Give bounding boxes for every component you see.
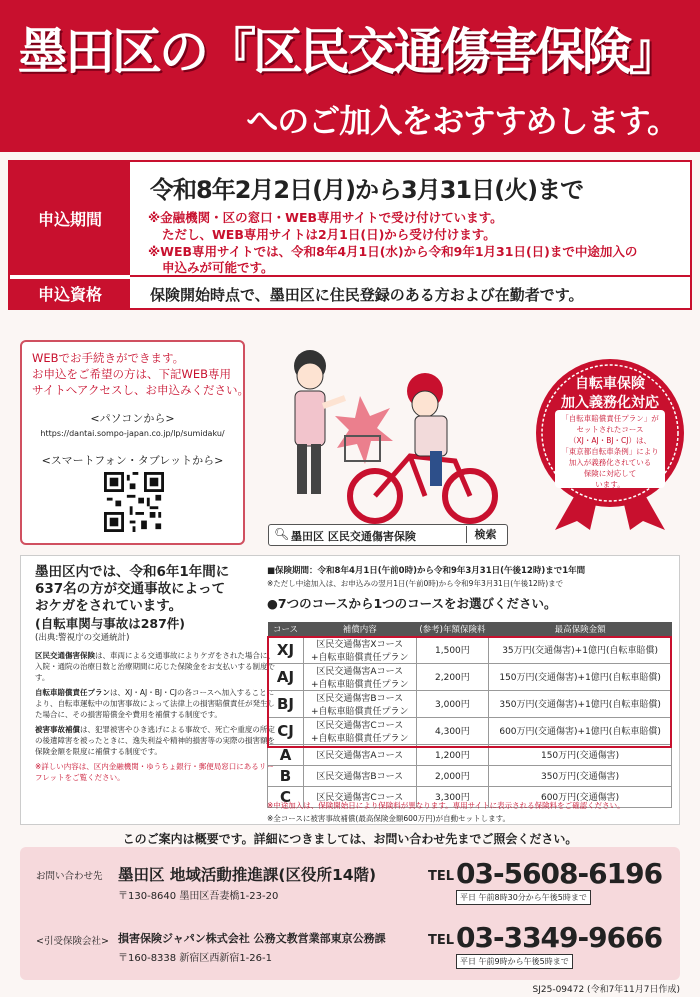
course-content: 区民交通傷害Bコース	[304, 765, 417, 786]
course-content-line: 区民交通傷害Bコース	[316, 693, 404, 704]
desc-term: 被害事故補償	[35, 725, 80, 734]
period-note: ※WEB専用サイトでは、令和8年4月1日(水)から令和9年1月31日(日)まで中途加入の	[148, 244, 638, 259]
divider	[130, 275, 692, 277]
badge-line: （XJ・AJ・BJ・CJ）は、	[569, 436, 651, 445]
course-premium: 3,300円	[416, 786, 489, 807]
table-row	[268, 663, 672, 690]
badge-title: 自転車保険	[575, 376, 645, 392]
web-intro: サイトへアクセスし、お申込みください。	[32, 383, 250, 397]
stats-text: 637名の方が交通事故によって	[35, 581, 226, 597]
contact-label: お問い合わせ先	[36, 871, 103, 882]
table-header: 補償内容	[304, 622, 417, 636]
course-content	[304, 663, 417, 690]
choose-course: ●7つのコースから1つのコースをお選びください。	[267, 596, 557, 611]
course-content-line: +自転車賠償責任プラン	[311, 706, 409, 717]
course-code: XJ	[268, 636, 304, 663]
course-premium: 3,000円	[416, 690, 489, 717]
qr-code-icon[interactable]	[104, 472, 164, 532]
course-max: 350万円(交通傷害)	[489, 765, 672, 786]
qualification-label: 申込資格	[10, 277, 130, 308]
contact-org: 墨田区 地域活動推進課(区役所14階)	[118, 866, 377, 884]
details-section	[20, 555, 680, 825]
course-code: BJ	[268, 690, 304, 717]
course-max: 350万円(交通傷害)+1億円(自転車賠償)	[489, 690, 672, 717]
phone-hours: 平日 午前8時30分から午後5時まで	[456, 890, 591, 905]
course-code: CJ	[268, 717, 304, 744]
period-label: 申込期間	[10, 162, 130, 275]
course-max: 150万円(交通傷害)+1億円(自転車賠償)	[489, 663, 672, 690]
web-info-box	[20, 340, 250, 545]
smartphone-label: <スマートフォン・タブレットから>	[41, 454, 224, 467]
phone-hours: 平日 午前9時から午後5時まで	[456, 954, 573, 969]
table-note: ※中途加入は、保険開始日により保険料が異なります。専用サイトに表示される保険料をご確認ください。	[267, 801, 625, 810]
bicycle-accident-illustration	[265, 336, 525, 526]
period-note: ※金融機関・区の窓口・WEB専用サイトで受け付けています。	[148, 210, 503, 225]
insurer-address: 〒160-8338 新宿区西新宿1-26-1	[118, 953, 272, 964]
document-code: SJ25-09472 (令和7年11月7日作成)	[532, 985, 680, 995]
desc-text: は、犯罪被害やひき逃げによる事故で、死亡や重度の所定の後遺障害を被ったときに、逸失利益や精神的損害等の実際の損害額を保険金額を限度に補償する制度です。	[35, 725, 275, 756]
desc-paragraph	[35, 650, 275, 683]
course-max: 600万円(交通傷害)	[489, 786, 672, 807]
desc-text: は、車両による交通事故によりケガをされた場合に、入院・通院の治療日数と治療期間に応じた保険金をお支払いする制度です。	[35, 651, 275, 682]
table-row	[268, 690, 672, 717]
search-box[interactable]	[268, 524, 508, 546]
desc-paragraph	[35, 724, 275, 757]
web-intro: お申込をご希望の方は、下記WEB専用	[32, 367, 232, 381]
course-content	[304, 636, 417, 663]
stats-source: (出典:警視庁の交通統計)	[35, 633, 130, 643]
period-dates: 令和8年2月2日(月)から3月31日(火)まで	[150, 176, 584, 204]
badge-line: 「自転車賠償責任プラン」が	[561, 414, 659, 423]
course-code: A	[268, 744, 304, 765]
course-premium: 2,200円	[416, 663, 489, 690]
coverage-period-note: ※ただし中途加入は、お申込みの翌月1日(午前0時)から令和9年3月31日(午後12時)まで	[267, 579, 564, 588]
contact-box	[20, 847, 680, 980]
phone-number[interactable]: 03-3349-9666	[456, 921, 663, 954]
badge-title: 加入義務化対応	[561, 395, 659, 411]
course-content-line: 区民交通傷害Aコース	[316, 666, 404, 677]
table-header: (参考)年額保険料	[416, 622, 489, 636]
table-row	[268, 636, 672, 663]
pc-label: <パソコンから>	[90, 412, 175, 425]
course-premium: 1,200円	[416, 744, 489, 765]
web-intro: WEBでお手続きができます。	[32, 351, 185, 365]
course-content-line: +自転車賠償責任プラン	[311, 679, 409, 690]
stats-text: おケガをされています。	[35, 598, 183, 614]
course-code: C	[268, 786, 304, 807]
bicycle-accidents: (自転車関与事故は287件)	[35, 616, 186, 631]
stats-column	[35, 564, 275, 783]
course-content-line: 区民交通傷害Cコース	[316, 720, 404, 731]
desc-term: 区民交通傷害保険	[35, 651, 95, 660]
course-content-line: +自転車賠償責任プラン	[311, 652, 409, 663]
course-max: 35万円(交通傷害)+1億円(自転車賠償)	[489, 636, 672, 663]
table-row	[268, 765, 672, 786]
badge-line: 「東京都自転車条例」により	[561, 447, 659, 456]
table-header: コース	[268, 622, 304, 636]
desc-term: 自転車賠償責任プラン	[35, 688, 110, 697]
web-url-link[interactable]: https://dantai.sompo-japan.co.jp/lp/sumidaku/	[40, 429, 225, 438]
period-note: ただし、WEB専用サイトは2月1日(日)から受け付けます。	[162, 227, 496, 242]
badge-description	[555, 413, 665, 490]
badge-line: います。	[595, 480, 625, 489]
course-content-line: 区民交通傷害Xコース	[316, 639, 404, 650]
search-icon: 🔍︎	[274, 527, 290, 541]
course-code: B	[268, 765, 304, 786]
table-row	[268, 744, 672, 765]
badge-line: 加入が義務化されている	[568, 458, 652, 467]
search-button[interactable]: 検索	[466, 526, 504, 543]
desc-note: ※詳しい内容は、区内金融機関・ゆうちょ銀行・郵便局窓口にあるリーフレットをご覧ください。	[35, 762, 274, 782]
phone-label: TEL	[428, 869, 455, 884]
phone-label: TEL	[428, 933, 455, 948]
header-banner	[0, 0, 700, 152]
course-content: 区民交通傷害Cコース	[304, 786, 417, 807]
badge-line: セットされたコース	[576, 425, 644, 434]
table-row	[268, 717, 672, 744]
course-max: 150万円(交通傷害)	[489, 744, 672, 765]
contact-address: 〒130-8640 墨田区吾妻橋1-23-20	[118, 891, 279, 902]
phone-number[interactable]: 03-5608-6196	[456, 857, 663, 890]
coverage-period: ■保険期間：令和8年4月1日(午前0時)から令和9年3月31日(午後12時)まで1年間	[267, 566, 586, 576]
search-query: 墨田区 区民交通傷害保険	[291, 530, 416, 543]
insurer-label: <引受保険会社>	[36, 936, 109, 947]
table-note: ※全コースに被害事故補償(最高保険金額600万円)が自動セットします。	[267, 814, 510, 823]
period-note: 申込みが可能です。	[162, 260, 274, 275]
desc-text: は、XJ・AJ・BJ・CJの各コースへ加入することにより、自転車運転中の加害事故によって法律上の損害賠償責任が発生した場合に、その損害賠償金や費用を補償する制度です。	[35, 688, 275, 719]
course-column	[267, 564, 672, 823]
course-premium: 4,300円	[416, 717, 489, 744]
insurer-org: 損害保険ジャパン株式会社 公務文教営業部東京公務課	[118, 932, 386, 945]
table-header-row	[268, 622, 672, 636]
course-content	[304, 690, 417, 717]
application-info	[8, 160, 692, 310]
stats-text: 墨田区内では、令和6年1年間に	[35, 564, 230, 580]
qualification-text: 保険開始時点で、墨田区に住民登録のある方および在勤者です。	[150, 286, 584, 304]
course-table	[267, 622, 672, 808]
page-title: 墨田区の『区民交通傷害保険』	[18, 23, 676, 81]
summary-note: このご案内は概要です。詳細につきましては、お問い合わせ先までご照会ください。	[122, 832, 578, 846]
course-content: 区民交通傷害Aコース	[304, 744, 417, 765]
course-content	[304, 717, 417, 744]
desc-paragraph	[35, 687, 275, 720]
table-header: 最高保険金額	[489, 622, 672, 636]
course-max: 600万円(交通傷害)+1億円(自転車賠償)	[489, 717, 672, 744]
course-code: AJ	[268, 663, 304, 690]
course-premium: 2,000円	[416, 765, 489, 786]
badge-line: 保険に対応して	[583, 469, 637, 478]
course-content-line: +自転車賠償責任プラン	[311, 733, 409, 744]
page-subtitle: へのご加入をおすすめします。	[246, 102, 678, 140]
course-premium: 1,500円	[416, 636, 489, 663]
